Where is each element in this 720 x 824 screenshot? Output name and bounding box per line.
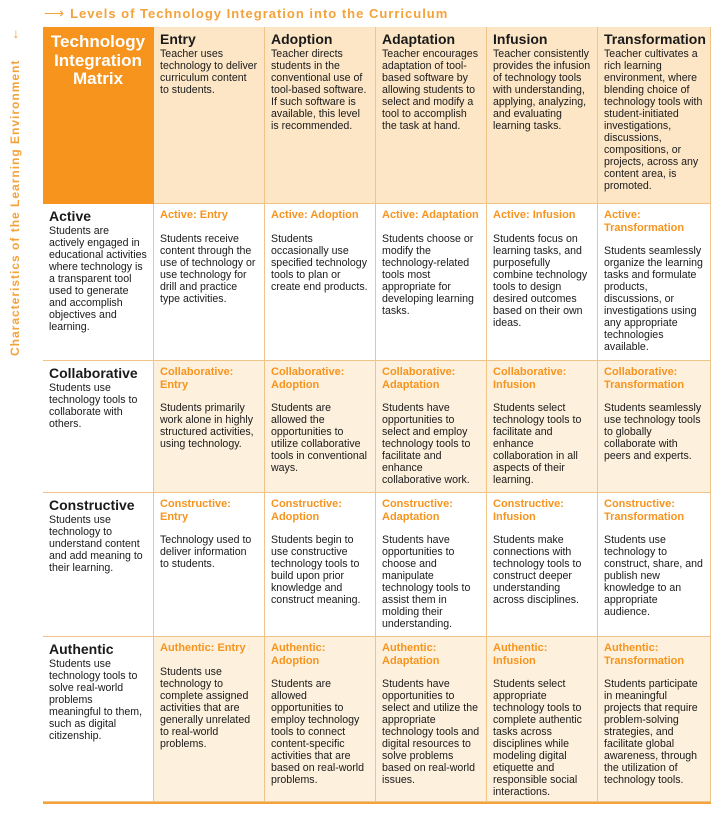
cell-text: Students primarily work alone in highly structured activities, using technology.	[160, 402, 254, 450]
cell-label: Active: Infusion	[493, 209, 576, 221]
arrow-right-icon: ⟶	[44, 5, 65, 21]
cell-label: Collaborative: Transformation	[604, 366, 685, 391]
horizontal-axis-text: Levels of Technology Integration into the Curriculum	[70, 5, 449, 21]
vertical-axis-label	[6, 26, 26, 356]
cell-label: Active: Transformation	[604, 209, 685, 234]
matrix-cell	[154, 204, 265, 361]
row-header-authentic	[43, 637, 154, 802]
characteristic-name: Constructive	[49, 497, 135, 513]
matrix-cell	[487, 493, 598, 637]
matrix-cell	[265, 637, 376, 802]
cell-text: Students choose or modify the technology-related tools most appropriate for developing learning tasks.	[382, 232, 474, 317]
characteristic-description: Students use technology tools to solve real-world problems meaningful to them, such as digital citizenship.	[49, 658, 143, 742]
cell-label: Constructive: Adaptation	[382, 498, 453, 523]
cell-label: Constructive: Adoption	[271, 498, 342, 523]
cell-text: Students select appropriate technology tools to complete authentic tasks across disciplines while modeling digital etiquette and responsible social interactions.	[493, 678, 582, 798]
matrix-cell	[487, 637, 598, 802]
matrix-cell	[376, 637, 487, 802]
matrix-cell	[265, 204, 376, 361]
cell-label: Authentic: Entry	[160, 642, 246, 654]
cell-label: Authentic: Adoption	[271, 642, 326, 667]
cell-text: Students seamlessly organize the learning tasks and formulate products, discussions, or investigations using any appropriate technologies available.	[604, 245, 703, 353]
cell-text: Students receive content through the use of technology or use technology for drill and practice type activities.	[160, 232, 256, 305]
cell-label: Authentic: Transformation	[604, 642, 685, 667]
level-description: Teacher encourages adaptation of tool-based software by allowing students to select and modify a tool to accomplish the task at hand.	[382, 48, 478, 132]
cell-label: Active: Adaptation	[382, 209, 479, 221]
cell-text: Students select technology tools to facilitate and enhance collaboration in all aspects of their learning.	[493, 402, 582, 486]
cell-label: Collaborative: Entry	[160, 366, 234, 391]
matrix-cell	[598, 204, 711, 361]
matrix-cell	[598, 637, 711, 802]
matrix-cell	[154, 493, 265, 637]
integration-matrix	[43, 27, 711, 802]
cell-text: Students are allowed the opportunities to utilize collaborative tools in conventional ways.	[271, 402, 367, 474]
cell-label: Constructive: Infusion	[493, 498, 564, 523]
cell-text: Students make connections with technology tools to construct deeper understanding across disciplines.	[493, 534, 582, 606]
matrix-cell	[487, 204, 598, 361]
matrix-cell	[598, 361, 711, 493]
cell-text: Students have opportunities to choose and manipulate technology tools to assist them in molding their understanding.	[382, 534, 471, 630]
matrix-cell	[598, 493, 711, 637]
characteristic-description: Students use technology tools to collaborate with others.	[49, 382, 138, 430]
cell-text: Students participate in meaningful projects that require problem-solving strategies, and facilitate global awareness, through the utilization of technology tools.	[604, 678, 698, 786]
cell-label: Collaborative: Adaptation	[382, 366, 456, 391]
cell-text: Students use technology to complete assigned activities that are generally unrelated to real-world problems.	[160, 665, 251, 750]
characteristic-description: Students are actively engaged in educational activities where technology is a transparent tool used to generate and accomplish objectives and learning.	[49, 225, 147, 333]
level-header-adoption	[265, 27, 376, 204]
matrix-cell	[265, 361, 376, 493]
vertical-axis-text: Characteristics of the Learning Environment	[8, 59, 22, 356]
matrix-cell	[154, 361, 265, 493]
cell-text: Students have opportunities to select and utilize the appropriate technology tools and digital resources to solve problems based on real-world issues.	[382, 678, 480, 786]
cell-text: Students seamlessly use technology tools to globally collaborate with peers and experts.	[604, 402, 702, 462]
level-header-adaptation	[376, 27, 487, 204]
row-header-active	[43, 204, 154, 361]
cell-text: Students begin to use constructive technology tools to build upon prior knowledge and construct meaning.	[271, 534, 361, 606]
level-description: Teacher consistently provides the infusion of technology tools with understanding, applying, analyzing, and evaluating learning tasks.	[493, 48, 591, 132]
matrix-cell	[376, 361, 487, 493]
cell-label: Collaborative: Infusion	[493, 366, 567, 391]
level-description: Teacher uses technology to deliver curriculum content to students.	[160, 48, 258, 96]
matrix-cell	[376, 204, 487, 361]
row-header-constructive	[43, 493, 154, 637]
level-name: Infusion	[493, 31, 548, 47]
horizontal-axis-label	[44, 2, 448, 24]
arrow-down-icon: ↓	[12, 25, 20, 41]
cell-label: Active: Adoption	[271, 209, 359, 221]
cell-label: Constructive: Transformation	[604, 498, 685, 523]
matrix-cell	[487, 361, 598, 493]
matrix-cell	[376, 493, 487, 637]
cell-text: Students have opportunities to select and employ technology tools to facilitate and enhance collaborative work.	[382, 402, 471, 486]
characteristic-name: Active	[49, 208, 92, 224]
cell-text: Students focus on learning tasks, and purposefully combine technology tools to design desired outcomes based on their own ideas.	[493, 232, 588, 329]
level-name: Adoption	[271, 31, 333, 47]
level-description: Teacher directs students in the conventional use of tool-based software. If such software is available, this level is recommended.	[271, 48, 367, 132]
cell-text: Technology used to deliver information to students.	[160, 534, 252, 570]
level-name: Entry	[160, 31, 196, 47]
characteristic-name: Collaborative	[49, 365, 138, 381]
level-header-entry	[154, 27, 265, 204]
characteristic-name: Authentic	[49, 641, 114, 657]
level-name: Adaptation	[382, 31, 456, 47]
cell-text: Students use technology to construct, share, and publish new knowledge to an appropriate audience.	[604, 534, 703, 618]
cell-label: Active: Entry	[160, 209, 228, 221]
cell-text: Students are allowed opportunities to employ technology tools to connect content-specific activities that are based on real-world problems.	[271, 678, 365, 786]
level-header-transformation	[598, 27, 711, 204]
level-header-infusion	[487, 27, 598, 204]
cell-text: Students occasionally use specified technology tools to plan or create end products.	[271, 232, 368, 293]
row-header-collaborative	[43, 361, 154, 493]
matrix-cell	[265, 493, 376, 637]
bottom-rule	[43, 802, 711, 804]
cell-label: Constructive: Entry	[160, 498, 231, 523]
level-description: Teacher cultivates a rich learning environment, where blending choice of technology tools with student-initiated investigations, discussions, compositions, or projects, across any content area, is promoted.	[604, 48, 703, 192]
cell-label: Authentic: Adaptation	[382, 642, 440, 667]
cell-label: Authentic: Infusion	[493, 642, 548, 667]
level-name: Transformation	[604, 31, 706, 47]
characteristic-description: Students use technology to understand content and add meaning to their learning.	[49, 514, 143, 574]
cell-label: Collaborative: Adoption	[271, 366, 345, 391]
matrix-cell	[154, 637, 265, 802]
matrix-title: Technology Integration Matrix	[43, 27, 154, 204]
